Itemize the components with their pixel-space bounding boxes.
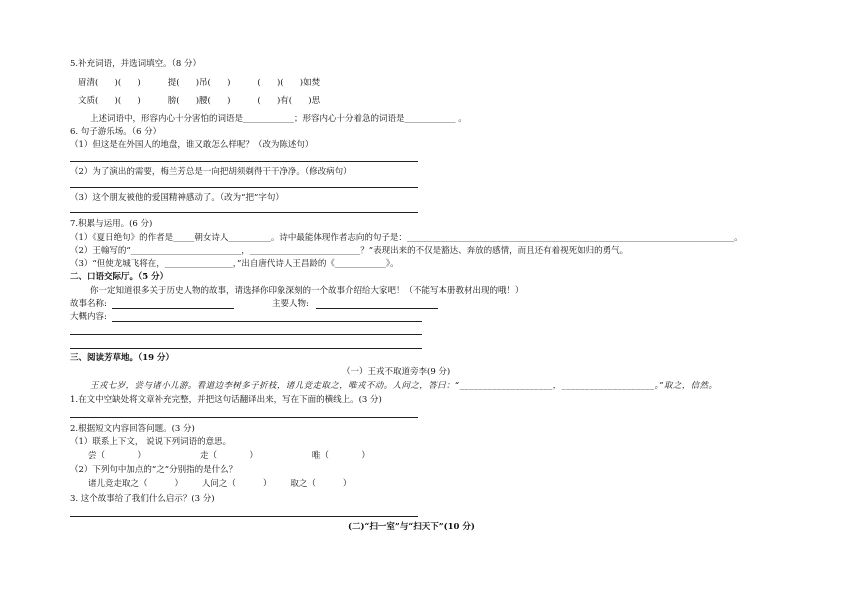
question-2-2-items: 诸儿竞走取之（ ） 人问之（ ） 取之（ ） [88,479,352,489]
q6-item-3: （3）这个朋友被他的爱国精神感动了。（改为“把”字句） [70,193,284,203]
q5-row1: 眉清( )( ) 提( )吊( ) ( )( )如焚 [78,78,321,88]
q6-item-2: （2）为了演出的需要，梅兰芳总是一向把胡须剃得干干净净。（修改病句） [70,167,352,177]
question-2-1: （1）联系上下文， 说说下列词语的意思。 [70,437,232,447]
content-label: 大概内容: [70,312,107,322]
main-person-field[interactable] [316,308,438,309]
q7-item-2: （2）王翰写的“__________________________，__________________________？”表现出来的不仅是豁达、奔放的感情，而且还有着视死如归的勇气。 [70,246,629,256]
q5-title: 5.补充词语，并选词填空。（8 分） [70,59,201,69]
q7-item-1: （1）《夏日绝句》的作者是_____朝女诗人__________。诗中最能体现作者志向的句子是：_____________________________________________________________________________。 [70,233,743,243]
section2-heading: 二、口语交际厅。（5 分） [70,272,169,282]
content-line-3[interactable] [70,348,422,349]
q6-answer-line-2[interactable] [70,187,418,188]
passage1-title: （一）王戎不取道旁李(9 分) [342,367,451,377]
q6-answer-line-3[interactable] [70,212,418,213]
story-name-field[interactable] [112,308,234,309]
q5-row2: 文质( )( ) 膀( )腰( ) ( )有( )思 [78,96,321,106]
passage1-text: 王戎七岁，尝与诸小儿游。看道边李树多子折枝，诸儿竞走取之，唯戎不动。人问之，答曰：“____________________，____________________。”取之，信然。 [90,381,718,391]
story-name-label: 故事名称: [70,299,107,309]
q5-sentence: 上述词语中，形容内心十分害怕的词语是____________；形容内心十分着急的词语是____________ 。 [90,114,467,124]
question-2-2: （2）下列句中加点的“之”分别指的是什么？ [70,465,238,475]
question-2: 2.根据短文内容回答问题。(3 分) [70,424,195,434]
main-person-label: 主要人物: [272,299,309,309]
section2-prompt: 你一定知道很多关于历史人物的故事，请选择你印象深刻的一个故事介绍给大家吧！（不能写本册教材出现的哦！） [90,286,524,296]
q7-title: 7.积累与运用。(6 分) [70,219,153,229]
content-line-2[interactable] [70,334,422,335]
question-1: 1.在文中空缺处将文章补充完整，并把这句话翻译出来，写在下面的横线上。(3 分) [70,395,382,405]
passage2-title: (二)“扫一室”与“扫天下”(10 分) [348,522,475,532]
question-1-answer-line[interactable] [70,417,418,418]
q6-answer-line-1[interactable] [70,161,418,162]
question-3-answer-line[interactable] [70,516,418,517]
question-2-1-words: 尝（ ） 走（ ） 唯（ ） [88,451,370,461]
q6-item-1: （1）但这是在外国人的地盘，谁又敢怎么样呢？（改为陈述句） [70,140,314,150]
content-line-1[interactable] [112,321,422,322]
section3-heading: 三、阅读芳草地。（19 分） [70,353,175,363]
q7-item-3: （3）“但使龙城飞将在，________________，”出自唐代诗人王昌龄的《____________》。 [70,259,399,269]
question-3: 3. 这个故事给了我们什么启示？(3 分) [70,494,215,504]
q6-title: 6. 句子游乐场。（6 分） [70,127,162,137]
